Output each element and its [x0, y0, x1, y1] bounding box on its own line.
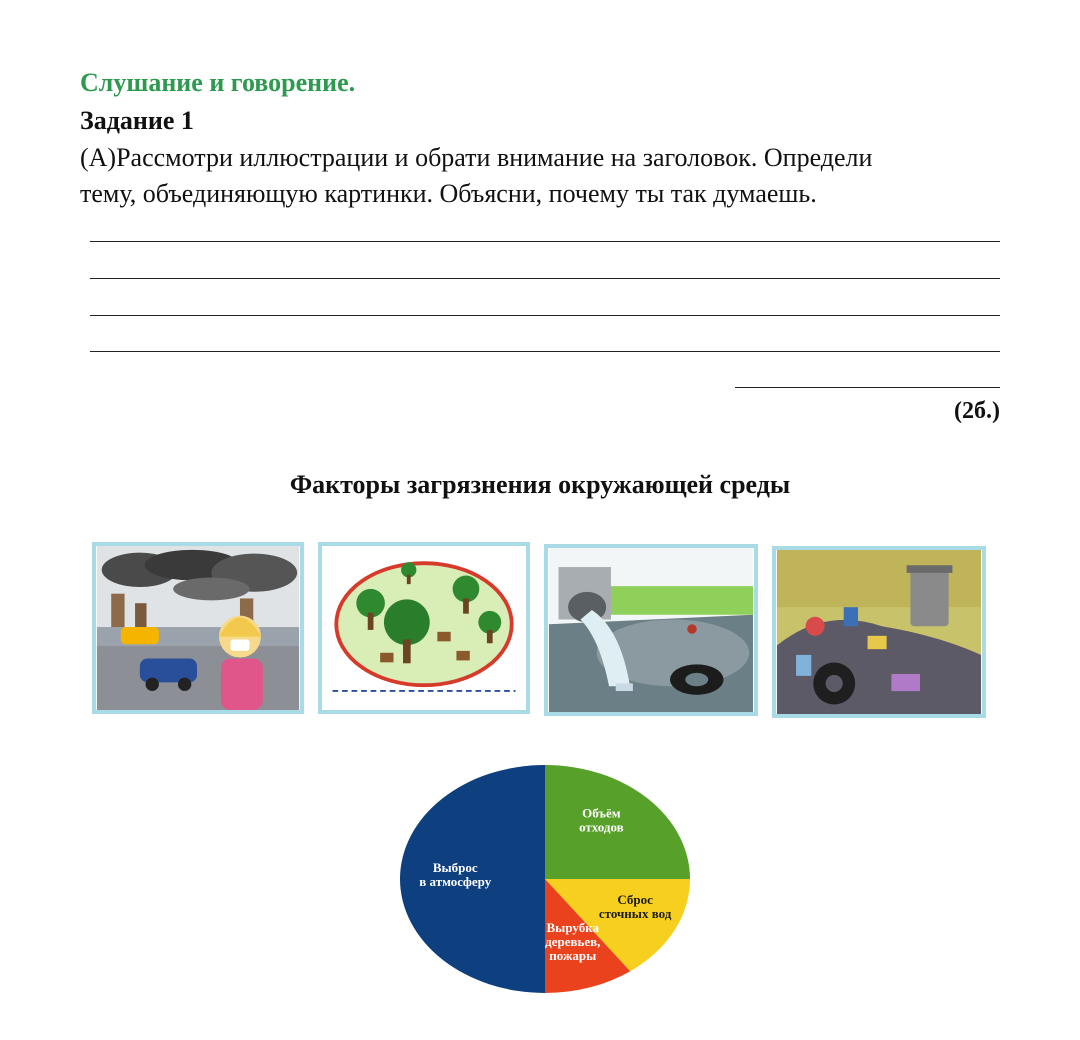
answer-line-1[interactable]	[90, 241, 1000, 242]
deforestation-icon	[318, 542, 530, 714]
water-pollution-icon	[544, 544, 758, 716]
answer-line-4[interactable]	[90, 351, 1000, 352]
factory-smog-icon	[92, 542, 304, 714]
pie-label-4: Выброс в атмосферу	[419, 860, 492, 889]
instruction-line-2: тему, объединяющую картинки. Объясни, почему ты так думаешь.	[80, 179, 817, 208]
answer-line-2[interactable]	[90, 278, 1000, 279]
instruction-line-1: (А)Рассмотри иллюстрации и обрати внимание на заголовок. Определи	[80, 143, 873, 172]
answer-line-5[interactable]	[735, 387, 1000, 388]
score-label: (2б.)	[954, 398, 1000, 424]
pie-label-1: Объём отходов	[579, 805, 624, 835]
pie-label-2: Сброс сточных вод	[598, 892, 672, 922]
task-instruction	[80, 140, 980, 212]
task-title: Задание 1	[80, 106, 194, 135]
garbage-dump-icon	[772, 546, 986, 718]
pie-label-3: Вырубка деревьев, пожары	[545, 920, 601, 964]
answer-line-3[interactable]	[90, 315, 1000, 316]
pollution-pie-chart	[395, 760, 695, 998]
section-title: Слушание и говорение.	[80, 68, 356, 97]
chart-heading: Факторы загрязнения окружающей среды	[289, 470, 791, 499]
